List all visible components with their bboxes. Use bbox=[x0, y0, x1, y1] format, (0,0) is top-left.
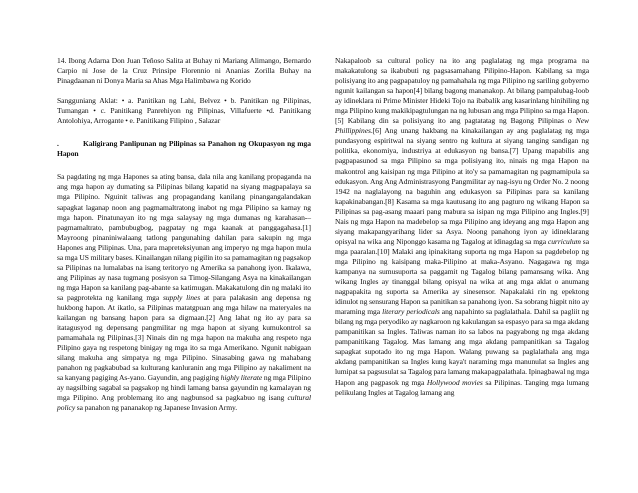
korido-list-paragraph: 14. Ibong Adarna Don Juan Teñoso Salita at Buhay ni Mariang Alimango, Bernardo Carpio ni Jose de la Cruz Prinsipe Florennio ni Ananias Zorilla Buhay na Pinagdaanan ni Donya Maria sa Ahas Mga Halimbawa ng Korido bbox=[57, 56, 311, 86]
section-heading-text: Kaligirang Panlipunan ng Pilipinas sa Panahon ng Okupasyon ng mga Hapon bbox=[57, 139, 311, 159]
text-run: .[6] Ang unang hakbang na kinakailangan ay ang paglalatag ng mga pundasyong espiritwal na siyang sentro ng kultura at siyang tanging sandigan ng politika, ekonomiya, industriya at edukasyon ng bansa.[7] Upang mapabilis ang pagpapasunod sa mga Pilipino sa mga polisiyang ito, ninais ng mga Hapon na makontrol ang kaisipan ng mga Pilipino at ito'y sa pamamagitan ng pagmamipula sa edukasyon. Ang Ang Administrasyong Pangmilitar ay nag-isyu ng Order No. 2 noong 1942 na naglalayong na baguhin ang edukasyon sa Pilipinas para sa kanilang kapakinabangan.[8] Kasama sa mga kautusang ito ang pagturo ng wikang Hapon sa Pilipinas sa pag-asang maaari pang mabura sa isipan ng mga Pilipino ang Ingles.[9] Nais ng mga Hapon na madebelop sa mga Pilipino ang ideyang ang mga Hapon ang siyang makapangyarihang lider sa Asya. Noong panahong iyon ay idineklarang opisyal na wika ang Niponggo kasama ng Tagalog at idinagdag sa mga bbox=[335, 126, 589, 246]
text-run: sa panahon ng pananakop ng Japanese Invasion Army. bbox=[75, 403, 238, 413]
italic-term: Hollywood movies bbox=[426, 377, 483, 387]
heading-bullet: . bbox=[57, 139, 59, 149]
left-column bbox=[57, 56, 311, 414]
body-paragraph-left bbox=[57, 172, 311, 413]
section-heading bbox=[57, 139, 311, 159]
text-run: Sa pagdating ng mga Hapones sa ating bansa, dala nila ang kanilang propaganda na ang mga hapon ay dumating sa Pilipinas bilang kapatid na siyang magpapalaya sa mga Pilipino. Nguinit taliwas ang propagandang kanilang pinangangalandakan sapagkat laganap noon ang pagmamaltratong inabot ng mga Pilipino sa kamay ng mga hapon. Pinatunayan ito ng mga salaysay ng mga dumanas ng karahasan-– pagmamaltrato, pambubugbog, pagpatay ng mga kaanak at panggagahasa.[1] Mayroong pinaniniwalaang tatlong pangunahing dahilan para sakupin ng mga Hapones ang Pilipinas. Una, para mapreteksiyunan ang imperyo ng mga hapon mula sa mga US military bases. Kinailangan nilang pigilin ito sa pamamagitan ng pagsakop sa Pilipinas na lumalabas na isang teritoryo ng Amerika sa panahong iyon. Ikalawa, ang Pilipinas ay nasa tugmang posisyon sa Timog-Silangang Asya na kinakailangan ng mga Hapon sa kanilang pag-abante sa katimugan. Makakatulong din ng malaki ito sa pagprotekta ng kanilang mga bbox=[57, 172, 311, 302]
right-column bbox=[335, 56, 589, 398]
spacer bbox=[57, 159, 311, 172]
italic-term: New Phillippines bbox=[335, 116, 589, 136]
italic-term: highly literate bbox=[220, 373, 263, 383]
text-run: Nakapaloob sa cultural policy na ito ang paglalatag ng mga programa na makakatulong sa ikabubuti ng pagsasamahang Pilipino-Hapon. Kabilang sa mga polisiyang ito ang pagpapatuloy ng pamahahala ng mga Pilipino ng sariling gobyerno ngunit kailangan sa hapon[4] bilang bagong mananakop. At bilang pampalubag-loob ay idineklara ni Prime Minister Hideki Tojo na ibabalik ang kasarinlang hinihiling ng mga Pilipino kung makikipagtulungan na ng lubusan ang mga Pilipino sa mga Hapon.[5] Kabilang din sa polisiyang ito ang pagtatatag ng Bagong Pilipinas o bbox=[335, 56, 589, 126]
references-paragraph: Sangguniang Aklat: • a. Panitikan ng Lahi, Belvez • b. Panitikan ng Pilipinas, Tumangan • c. Panitikang Panrehiyon ng Pilipinas, Villafuerte •d. Panitikang Antolohiya, Arrogante • e. Panitikang Filipino , Salazar bbox=[57, 96, 311, 126]
italic-term: cultural policy bbox=[57, 393, 311, 413]
italic-term: curriculum bbox=[547, 236, 581, 246]
text-run: sa Pilipinas. Tanging mga lumang pelikulang Ingles at Tagalog lamang ang bbox=[335, 377, 589, 397]
text-run: at para palakasin ang depensa ng hukbong hapon. At ikatlo, sa Pilipinas matatgpuan ang mga hilaw na materyales na kailangan ng bansang hapon para sa digmaan.[2] Ang lahat ng ito ay para sa itatagusyod ng depensang pangmilitar ng mga hapon at siyang kumukontrol sa pamamahala ng Pilipinas.[3] Ninais din ng mga hapon na makuha ang respeto nga Pilipino gaya ng respetong binigay ng mga ito sa mga Amerikano. Ngunit nabigaan silang makuha ang simpatya ng mga Pilipino. Sinasabing gawa ng mahabang panahon ng pagkabubad sa kulturang kanluranin ang mga Pilipino ay nakaliment na sa kanyang pagiging As-yano. Gayundin, ang pagiging bbox=[57, 292, 311, 383]
italic-term: literary periodicals bbox=[382, 307, 440, 317]
text-run: ang napahinto sa paglalathala. Dahil sa pagliit ng bilang ng mga peryodiko ay nagkaroon ng kakulangan sa espasyo para sa mga akdang pampanitikan sa Ingles. Taliwas naman ito sa labos na pagyabong ng mga akdang pampanitikang Tagalog. Mas lamang ang mga akdang pampanitikan sa Tagalog sapagkat supotado ito ng mga Hapon. Walang puwang sa paglalathala ang mga akdang pampanitikan sa Ingles kung kaya't naraming mga manunulat sa Ingles ang lumipat sa pagsusulat sa Tagalog para lamang makapagpalathala. Ipinagbawal ng mga Hapon ang pagpasok ng mga bbox=[335, 307, 589, 387]
text-run: sa mga paaralan.[10] Malaki ang ipinakitang suporta ng mga Hapon sa pagdebelop ng mga Pilipino ng kaisipang maka-Pilipino at maka-Asyano. Nagagawa ng mga kampanya na sumusuporta sa paggamit ng Tagalog bilang pamansang wika. Ang wikang Ingles ay tinanggal bilang opisyal na wika at ang mga aklat o anumang nagpapakita ng suporta sa Amerika ay sinesensor. Napakalaki rin ng epektong idinulot ng sensurang Hapon sa panitikan sa panahong iyon. Sa sobrang higpit nito ay maraming mga bbox=[335, 236, 589, 317]
spacer bbox=[57, 126, 311, 139]
text-run: ng mga Pilipino ay nagsilbing sagabal sa pagsakop ng hindi lamang bansa gayundin ng kamalayan ng mga Pilipino. Ang problemang ito ang nagbunsod sa pagkabuo ng isang bbox=[57, 373, 311, 403]
spacer bbox=[57, 86, 311, 96]
italic-term: supply lines bbox=[162, 292, 201, 302]
body-paragraph-right bbox=[335, 56, 589, 398]
